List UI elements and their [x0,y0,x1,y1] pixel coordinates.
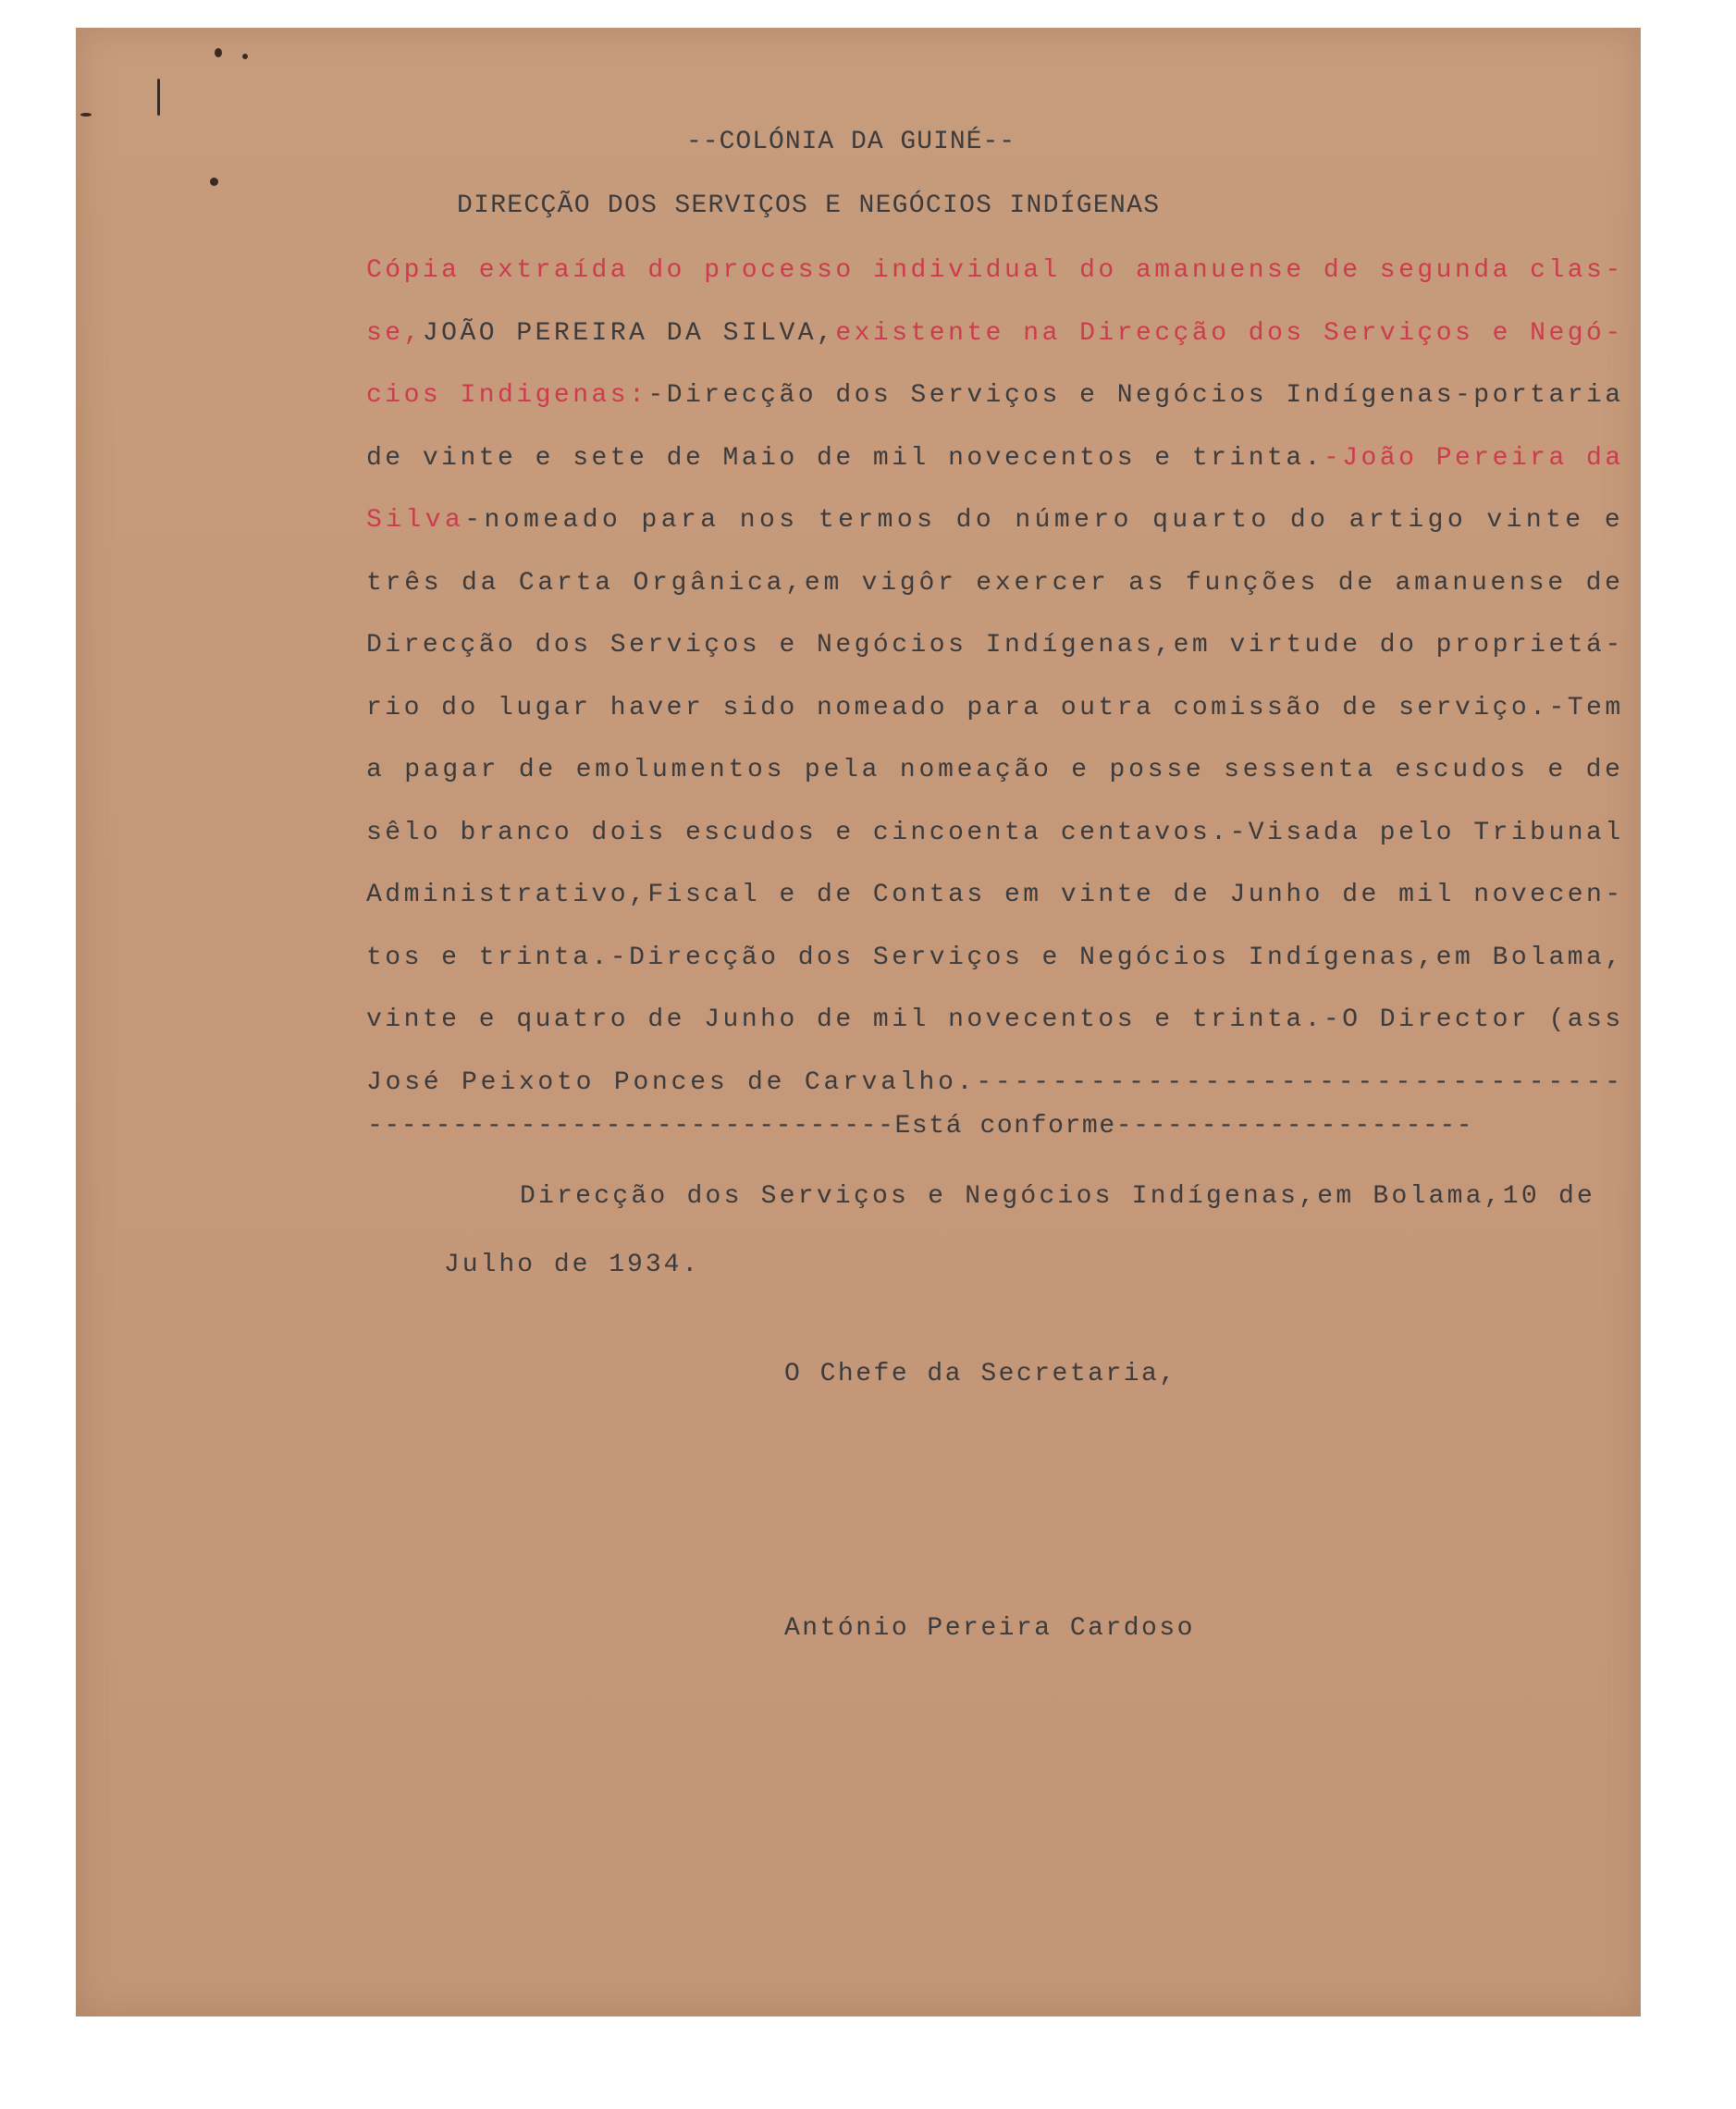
red-text-segment: Cópia extraída do processo individual do amanuense de segunda clas- [366,256,1624,285]
body-text-segment: -nomeado para nos termos do número quarto do artigo vinte e [464,506,1625,535]
body-line [366,881,1624,909]
body-line [366,506,1624,535]
body-line [366,1068,1624,1097]
body-line [366,319,1624,348]
body-text-segment: três da Carta Orgânica,em vigôr exercer as funções de amanuense de [366,569,1624,598]
body-text-segment: -Direcção dos Serviços e Negócios Indígenas-portaria [647,381,1624,410]
ink-spot [210,178,218,186]
body-text-segment: José Peixoto Ponces de Carvalho.---------------------------------- [366,1068,1624,1097]
body-text-segment: sêlo branco dois escudos e cincoenta centavos.-Visada pelo Tribunal [366,819,1624,847]
body-text-segment: vinte e quatro de Junho de mil novecentos e trinta.-O Director (ass [366,1005,1624,1034]
body-line [366,631,1624,660]
red-text-segment: cios Indigenas: [366,381,648,410]
ink-spot [215,48,222,57]
red-text-segment: existente na Direcção dos Serviços e Negó- [835,319,1624,348]
colony-title: --COLÓNIA DA GUINÉ-- [686,128,1016,156]
body-text-segment: Administrativo,Fiscal e de Contas em vinte de Junho de mil novecen- [366,881,1624,909]
red-text-segment: -João Pereira da [1323,444,1624,473]
signatory-name: António Pereira Cardoso [784,1614,1195,1643]
body-text-segment: tos e trinta.-Direcção dos Serviços e Negócios Indígenas,em Bolama, [366,944,1624,972]
body-text-segment: a pagar de emolumentos pela nomeação e posse sessenta escudos e de [366,756,1624,784]
body-text-segment: rio do lugar haver sido nomeado para outra comissão de serviço.-Tem [366,694,1624,722]
body-line [366,444,1624,473]
body-line [366,944,1624,972]
body-text-segment: Direcção dos Serviços e Negócios Indígenas,em virtude do proprietá- [366,631,1624,660]
body-line [366,819,1624,847]
date-line-1: Direcção dos Serviços e Negócios Indígenas,em Bolama,10 de [520,1182,1596,1211]
red-text-segment: Silva [366,506,465,535]
body-line [366,569,1624,598]
body-line [366,256,1624,285]
office-heading: DIRECÇÃO DOS SERVIÇOS E NEGÓCIOS INDÍGENAS [457,191,1161,220]
ink-spot [80,113,92,117]
body-text-segment: de vinte e sete de Maio de mil novecentos e trinta. [366,444,1324,473]
body-line [366,756,1624,784]
body-line [366,381,1624,410]
red-text-segment: se, [366,319,423,348]
body-line [366,694,1624,722]
date-line-2: Julho de 1934. [444,1251,701,1279]
ink-spot [242,54,248,59]
document-page [76,28,1641,2016]
conforme-line: -------------------------------Está conforme--------------------- [367,1112,1474,1141]
body-line [366,1005,1624,1034]
ink-spot [157,79,160,116]
closing-title: O Chefe da Secretaria, [784,1360,1177,1388]
body-text-segment: JOÃO PEREIRA DA SILVA, [422,319,836,348]
